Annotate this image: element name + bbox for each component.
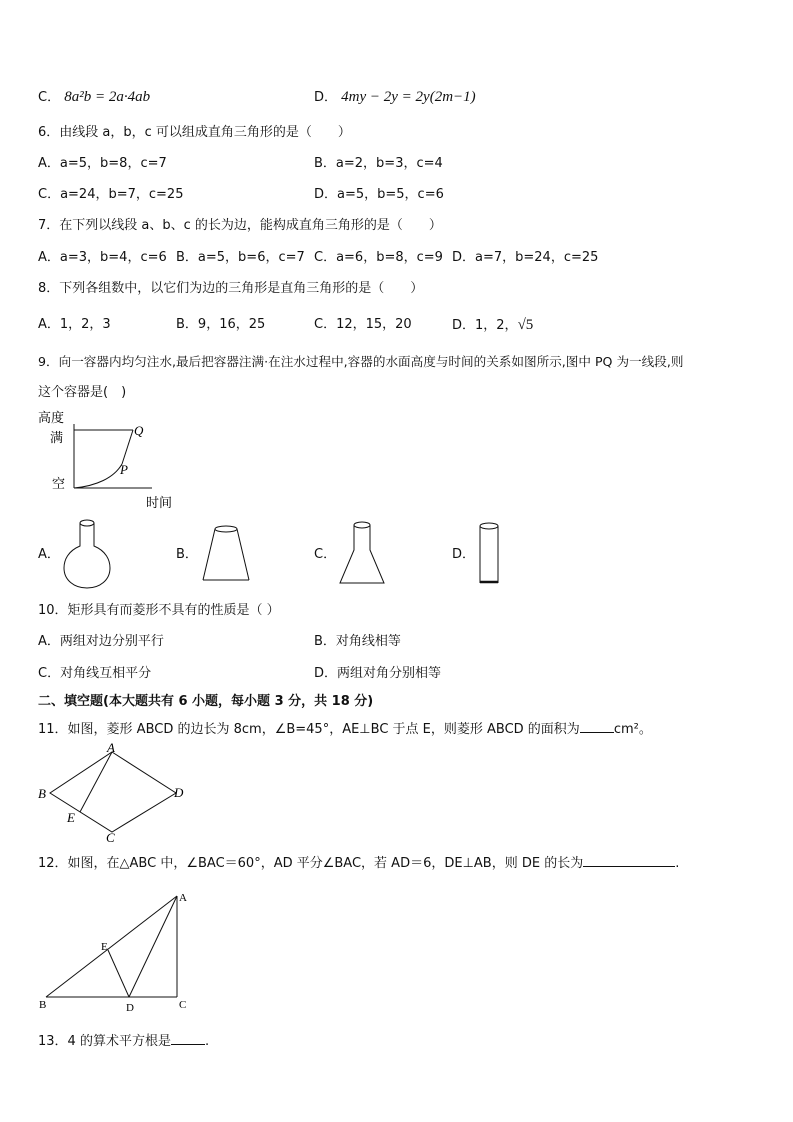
q9-stem-line1: 9．向一容器内均匀注水,最后把容器注满·在注水过程中,容器的水面高度与时间的关系如图所示,图中 PQ 为一线段,则	[38, 354, 684, 369]
graph-y-axis-label: 高度	[38, 410, 65, 425]
q7-option-a: A．a=3，b=4，c=6	[38, 250, 167, 265]
q9-option-d-cylinder-icon	[477, 521, 501, 585]
q7-option-c: C．a=6，b=8，c=9	[314, 250, 443, 265]
q9-option-c-conical-flask-icon	[338, 520, 386, 586]
q12-end: .	[675, 856, 680, 871]
q11-rhombus-figure	[36, 742, 188, 844]
q6-option-c: C．a=24，b=7，c=25	[38, 187, 184, 202]
q12-stem	[38, 852, 679, 873]
q7-option-b: B．a=5，b=6，c=7	[176, 250, 305, 265]
q12-triangle-figure	[36, 888, 196, 1014]
q11-stem	[38, 718, 652, 739]
q12-label-e: E	[101, 941, 108, 953]
graph-point-p: P	[120, 462, 128, 477]
q11-answer-blank[interactable]	[580, 718, 614, 733]
q12-stem-text: 12．如图，在△ABC 中，∠BAC＝60°，AD 平分∠BAC，若 AD＝6，DE⊥AB，则 DE 的长为	[38, 856, 584, 871]
q13-answer-blank[interactable]	[171, 1030, 205, 1045]
q9-option-a-label: A．	[38, 547, 60, 562]
q10-option-d: D．两组对角分别相等	[314, 666, 442, 681]
q7-stem: 7．在下列以线段 a、b、c 的长为边，能构成直角三角形的是（ ）	[38, 218, 442, 233]
q8-stem: 8．下列各组数中，以它们为边的三角形是直角三角形的是（ ）	[38, 281, 424, 296]
q13-end: .	[204, 1034, 210, 1049]
q13-stem	[38, 1030, 209, 1051]
q5-option-d	[314, 88, 476, 107]
q7-option-d: D．a=7，b=24，c=25	[452, 250, 599, 265]
q6-option-b: B．a=2，b=3，c=4	[314, 156, 443, 171]
graph-empty-label: 空	[52, 476, 66, 491]
q11-label-b: B	[38, 786, 46, 801]
q11-label-a: A	[107, 742, 115, 755]
q6-stem: 6．由线段 a，b，c 可以组成直角三角形的是（ ）	[38, 125, 351, 140]
q9-option-b-frustum-icon	[200, 525, 252, 583]
q9-option-c-label: C．	[314, 547, 337, 562]
q11-unit: cm²。	[613, 722, 652, 737]
q11-label-e: E	[67, 810, 75, 825]
q10-stem: 10．矩形具有而菱形不具有的性质是（ ）	[38, 603, 280, 618]
q12-answer-blank[interactable]	[583, 852, 675, 867]
q5-option-c	[38, 88, 150, 107]
q9-stem-line2: 这个容器是( )	[38, 385, 127, 400]
graph-x-axis-label: 时间	[146, 495, 173, 510]
q6-option-a: A．a=5，b=8，c=7	[38, 156, 167, 171]
q11-label-c: C	[106, 830, 115, 844]
q9-option-b-label: B．	[176, 547, 198, 562]
q12-label-a: A	[179, 892, 187, 904]
q11-label-d: D	[174, 785, 184, 800]
q12-label-c: C	[179, 999, 187, 1011]
q13-stem-text: 13．4 的算术平方根是	[38, 1034, 171, 1049]
q5-option-c-math: 8a²b = 2a·4ab	[64, 89, 151, 105]
q8-option-b: B．9，16，25	[176, 317, 266, 332]
q5-option-d-math: 4my − 2y = 2y(2m−1)	[341, 89, 476, 105]
q12-label-d: D	[126, 1002, 134, 1014]
q5-option-d-label: D．	[314, 90, 338, 105]
q9-height-time-graph	[36, 406, 186, 512]
q8-option-a: A．1，2，3	[38, 317, 111, 332]
q9-option-a-flask-icon	[62, 518, 112, 590]
q10-option-b: B．对角线相等	[314, 634, 401, 649]
q10-option-a: A．两组对边分别平行	[38, 634, 164, 649]
q11-stem-text: 11．如图，菱形 ABCD 的边长为 8cm，∠B=45°，AE⊥BC 于点 E，则菱形 ABCD 的面积为	[38, 722, 580, 737]
graph-segment-pq	[122, 430, 133, 464]
section-2-title: 二、填空题(本大题共有 6 小题，每小题 3 分，共 18 分)	[38, 694, 374, 709]
graph-curve	[74, 464, 122, 488]
graph-point-q: Q	[134, 423, 144, 438]
q8-option-d	[452, 316, 533, 335]
q8-option-d-label: D．1，2，	[452, 318, 518, 333]
graph-full-label: 满	[50, 430, 64, 445]
q8-option-d-root: √5	[517, 317, 534, 333]
q6-option-d: D．a=5，b=5，c=6	[314, 187, 444, 202]
q10-option-c: C．对角线互相平分	[38, 666, 152, 681]
q8-option-c: C．12，15，20	[314, 317, 412, 332]
q5-option-c-label: C．	[38, 90, 61, 105]
q9-option-d-label: D．	[452, 547, 476, 562]
q12-label-b: B	[39, 999, 47, 1011]
